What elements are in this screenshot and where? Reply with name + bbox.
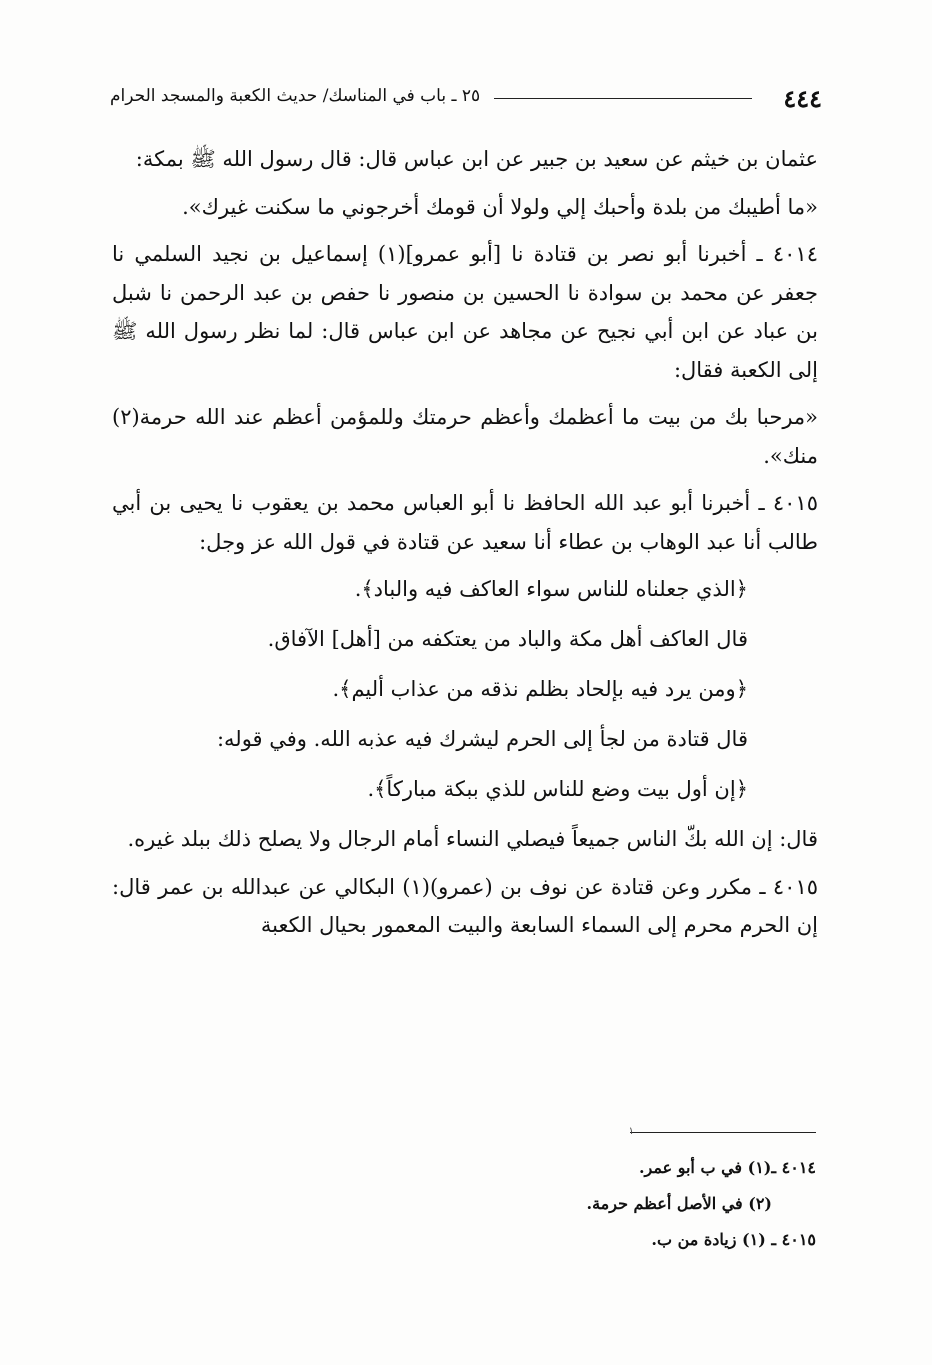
running-title: ٢٥ ـ باب في المناسك/ حديث الكعبة والمسجد الحرام	[110, 86, 481, 106]
page-header	[110, 84, 822, 118]
footnotes	[316, 1150, 816, 1258]
footnote: ٤٠١٥ ـ (١) زيادة من ب.	[651, 1230, 816, 1249]
footnote: ٤٠١٤ ـ(١) في ب أبو عمر.	[638, 1158, 816, 1177]
footnote-rule	[630, 1132, 816, 1133]
commentary-line: قال العاكف أهل مكة والباد من يعتكفه من [أهل] الآفاق.	[267, 627, 748, 651]
hadith-quote: «مرحبا بك من بيت ما أعظمك وأعظم حرمتك وللمؤمن أعظم عند الله حرمة(٢) منك».	[112, 405, 818, 468]
hadith-4015: ٤٠١٥ ـ أخبرنا أبو عبد الله الحافظ نا أبو العباس محمد بن يعقوب نا يحيى بن أبي طالب أنا عبد الوهاب بن عطاء أنا سعيد عن قتادة في قول الله عز وجل:	[112, 491, 818, 554]
quran-verse: ﴿ومن يرد فيه بإلحاد بظلم نذقه من عذاب أليم﴾.	[332, 677, 748, 701]
hadith-4015-repeat: ٤٠١٥ ـ مكرر وعن قتادة عن نوف بن (عمرو)(١) البكالي عن عبدالله بن عمر قال: إن الحرم محرم إلى السماء السابعة والبيت المعمور بحيال الكعبة	[112, 874, 819, 937]
page-number: ٤٤٤	[783, 84, 822, 113]
hadith-quote: «ما أطيبك من بلدة وأحبك إلي ولولا أن قومك أخرجوني ما سكنت غيرك».	[182, 194, 818, 219]
paragraph: قال: إن الله بكّ الناس جميعاً فيصلي النساء أمام الرجال ولا يصلح ذلك ببلد غيره.	[127, 827, 818, 851]
header-rule	[494, 98, 752, 99]
hadith-4014: ٤٠١٤ ـ أخبرنا أبو نصر بن قتادة نا [أبو عمرو](١) إسماعيل بن نجيد السلمي نا جعفر عن محمد بن سوادة نا الحسين بن منصور نا حفص بن عبد الرحمن نا شبل بن عباد عن ابن أبي نجيح عن مجاهد عن ابن عباس قال: لما نظر رسول الله ﷺ إلى الكعبة فقال:	[112, 242, 818, 382]
quran-verse: ﴿الذي جعلناه للناس سواء العاكف فيه والباد﴾.	[354, 577, 748, 601]
commentary-line: قال قتادة من لجأ إلى الحرم ليشرك فيه عذبه الله. وفي قوله:	[216, 727, 748, 751]
page-body	[112, 140, 818, 954]
footnote-rule-mark: ١	[628, 1126, 634, 1137]
quran-verse: ﴿إن أول بيت وضع للناس للذي ببكة مباركاً﴾.	[367, 777, 748, 801]
paragraph: عثمان بن خيثم عن سعيد بن جبير عن ابن عباس قال: قال رسول الله ﷺ بمكة:	[135, 147, 818, 171]
footnote: (٢) في الأصل أعظم حرمة.	[586, 1194, 772, 1213]
